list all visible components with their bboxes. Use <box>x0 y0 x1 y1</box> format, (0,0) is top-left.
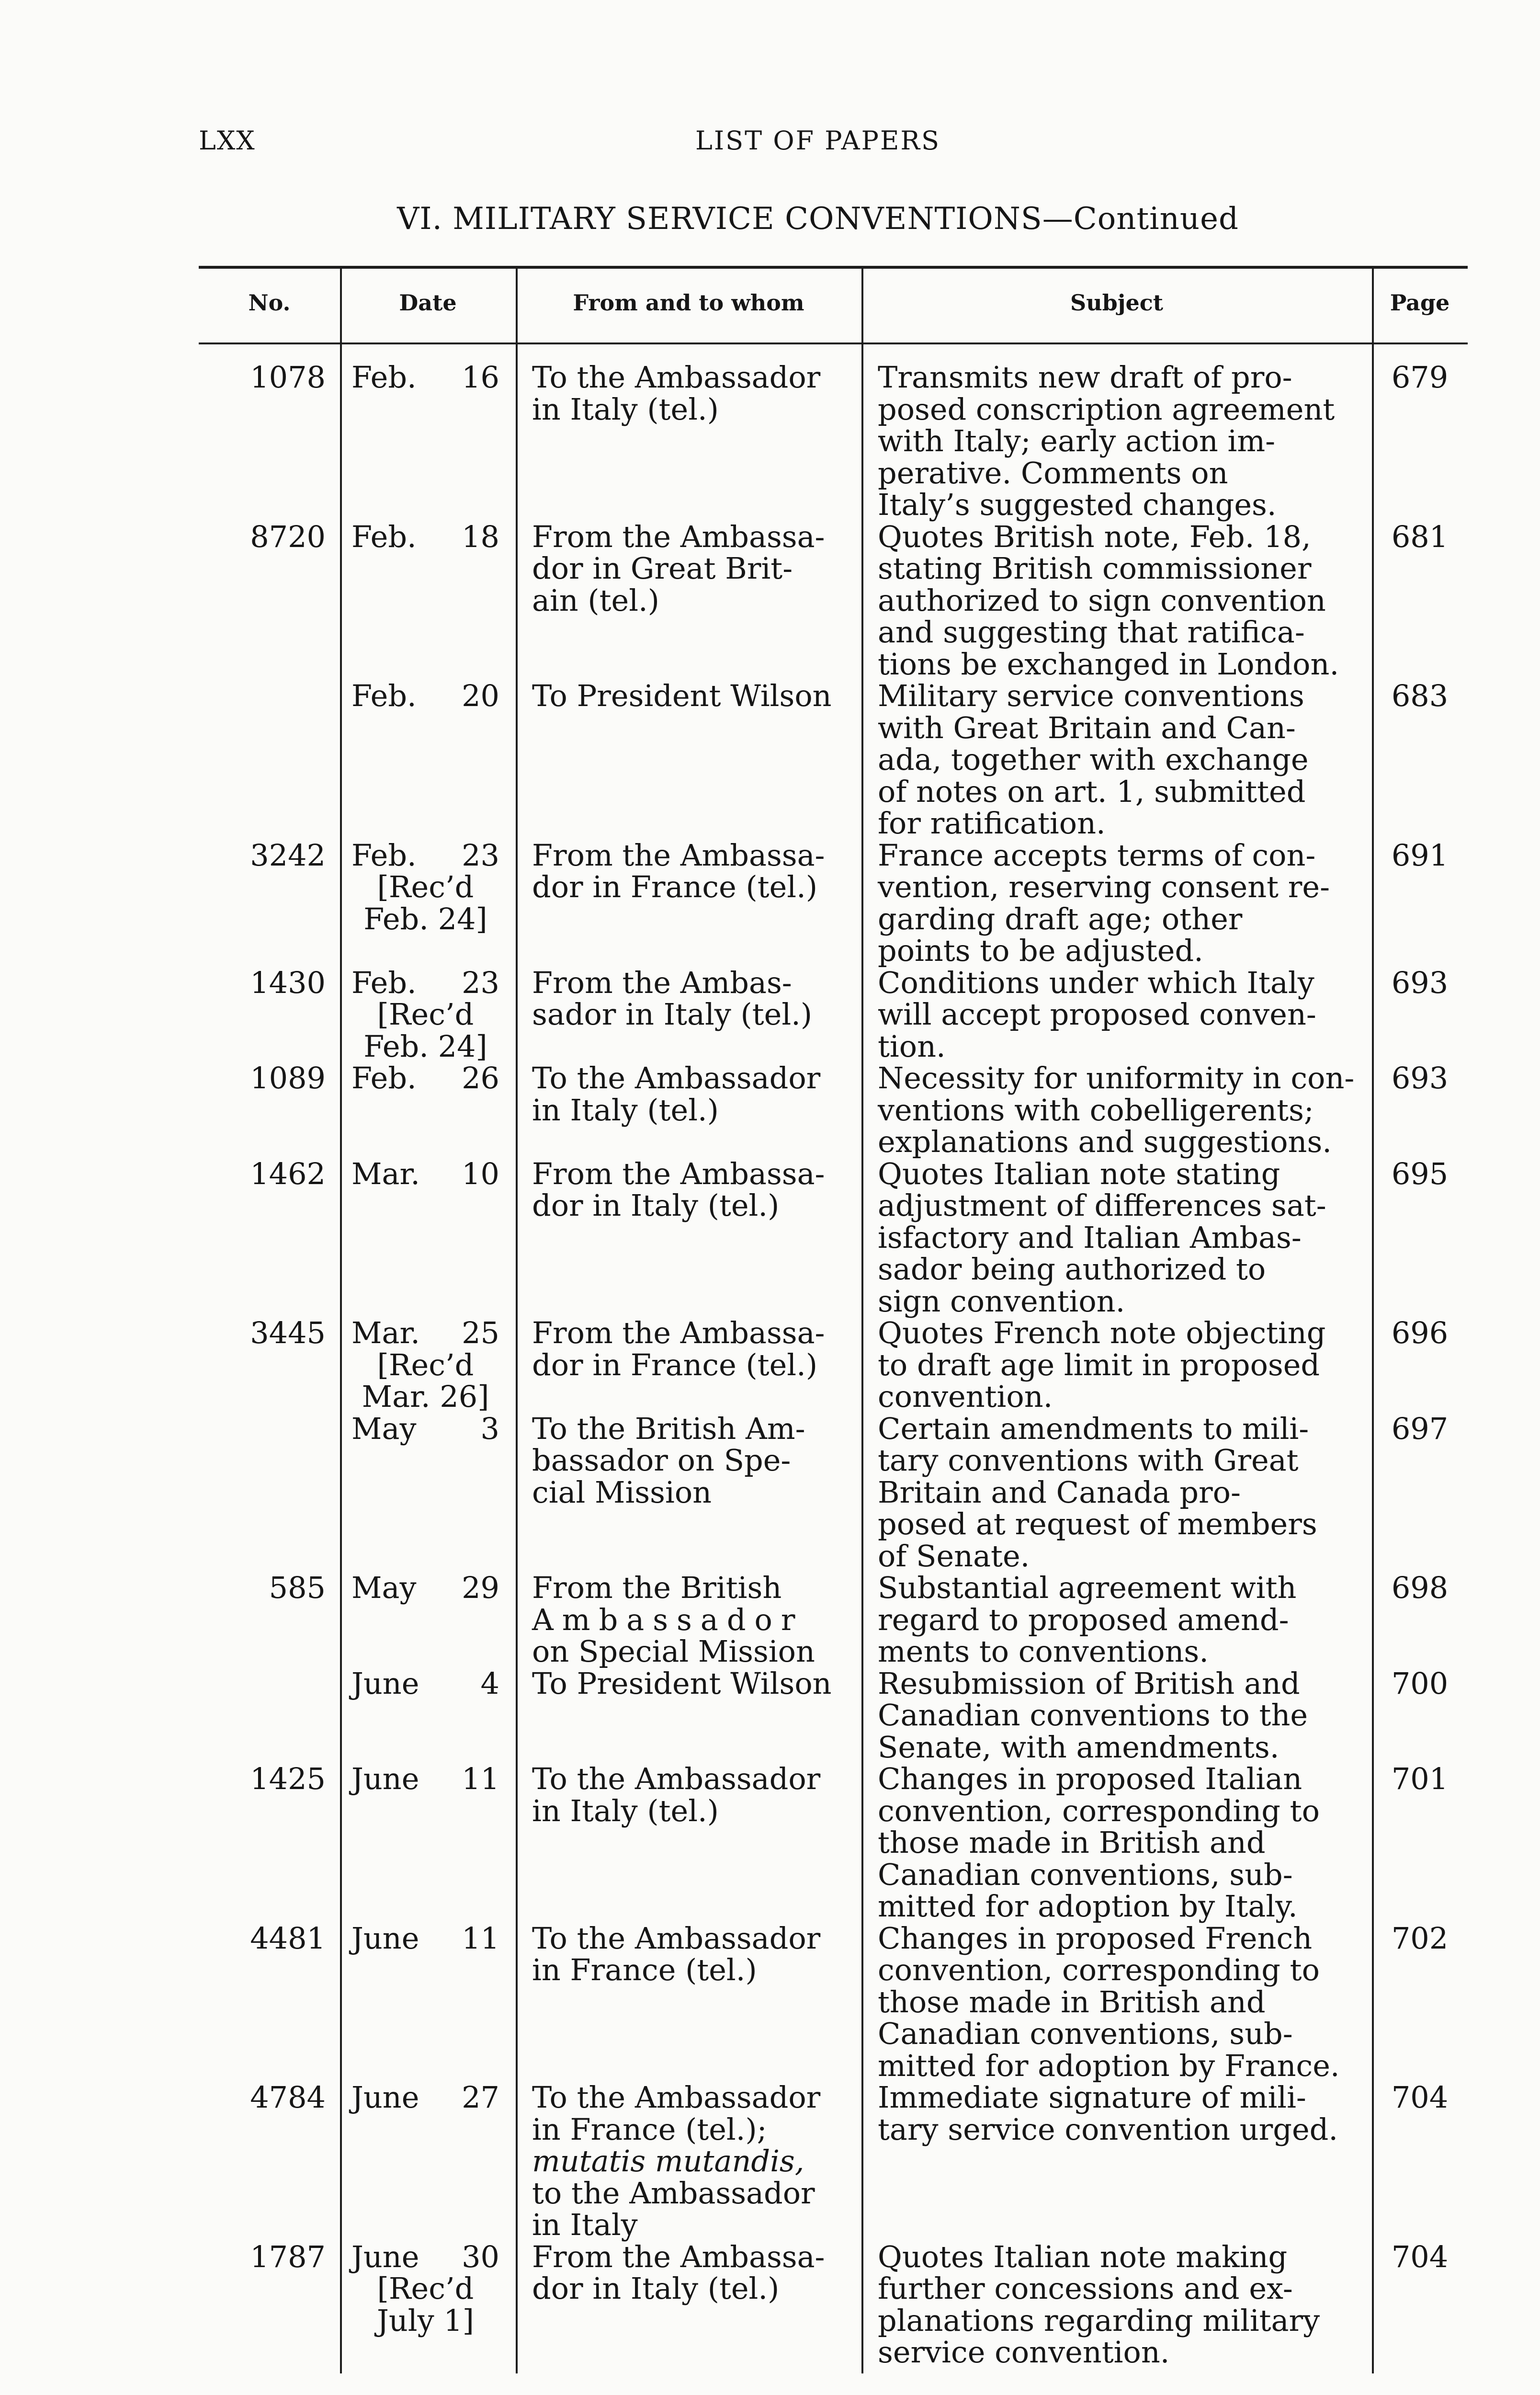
table-row <box>199 967 1468 1063</box>
cell-number: 1089 <box>250 1061 326 1095</box>
date-part: 25 <box>462 1315 499 1350</box>
cell-number: 3445 <box>250 1315 326 1350</box>
running-head <box>199 125 1437 164</box>
date-part: [Rec’d <box>377 869 474 904</box>
cell-number: 3242 <box>250 837 326 873</box>
date-part: 18 <box>462 519 499 554</box>
date-line <box>351 2241 499 2273</box>
subject-line: perative. Comments on <box>878 455 1228 490</box>
subject-line: service convention. <box>878 2335 1170 2370</box>
date-line <box>351 680 499 712</box>
subject-line: tions be exchanged in London. <box>878 646 1339 682</box>
date-line <box>351 1028 499 1064</box>
subject-line: tary conventions with Great <box>878 1443 1299 1478</box>
subject-line: will accept proposed conven- <box>878 997 1316 1032</box>
subject-line: posed at request of members <box>878 1506 1317 1541</box>
table-row <box>199 837 1468 968</box>
cell-subject <box>861 1317 1372 1413</box>
date-part: 10 <box>462 1156 499 1191</box>
table-row <box>199 1062 1468 1158</box>
subject-line: ada, together with exchange <box>878 742 1309 777</box>
cell-number <box>199 1668 340 1764</box>
from-line: in Italy (tel.) <box>532 1793 719 1828</box>
table-row <box>199 1572 1468 1668</box>
column-header-page: Page <box>1390 290 1450 316</box>
cell-page: 697 <box>1391 1411 1449 1446</box>
subject-line: planations regarding military <box>878 2303 1320 2338</box>
table-row <box>199 680 1468 840</box>
from-line: To the Ambassador <box>532 1061 821 1095</box>
cell-from-to <box>516 2082 861 2241</box>
cell-subject <box>861 2082 1372 2241</box>
cell-page: 704 <box>1391 2239 1449 2274</box>
subject-line: garding draft age; other <box>878 901 1243 936</box>
date-part: Mar. <box>351 1156 420 1191</box>
date-part: June <box>351 1761 419 1796</box>
cell-from-to <box>516 1062 861 1158</box>
table-row <box>199 362 1468 521</box>
from-line: dor in Italy (tel.) <box>532 1188 780 1223</box>
subject-line: convention, corresponding to <box>878 1793 1320 1828</box>
subject-line: Military service conventions <box>878 678 1304 713</box>
date-line <box>351 1665 499 1701</box>
from-line: in Italy (tel.) <box>532 391 719 427</box>
cell-page: 693 <box>1391 1061 1449 1095</box>
table-row <box>199 1665 1468 1765</box>
date-part: 11 <box>462 1920 499 1956</box>
from-line: To President Wilson <box>532 678 832 713</box>
table-row <box>199 1920 1468 2083</box>
from-line: cial Mission <box>532 1474 712 1510</box>
cell-date <box>340 1920 516 2082</box>
cell-page: 693 <box>1391 965 1449 1000</box>
cell-subject <box>861 1062 1372 1158</box>
date-line <box>351 837 499 873</box>
subject-line: Changes in proposed Italian <box>878 1761 1302 1796</box>
subject-line: vention, reserving consent re- <box>878 869 1330 904</box>
cell-from-to <box>516 2241 861 2369</box>
from-line: dor in Italy (tel.) <box>532 2271 780 2306</box>
subject-line: points to be adjusted. <box>878 933 1203 968</box>
subject-line: to draft age limit in proposed <box>878 1347 1320 1382</box>
subject-line: Canadian conventions, sub- <box>878 2016 1293 2051</box>
date-line <box>351 1158 499 1190</box>
cell-number: 1430 <box>250 965 326 1000</box>
subject-line: posed conscription agreement <box>878 391 1335 427</box>
table-row <box>199 1763 1468 1923</box>
cell-number: 1787 <box>250 2239 326 2274</box>
table-row <box>199 521 1468 681</box>
cell-date <box>340 521 516 681</box>
date-part: June <box>351 2239 419 2274</box>
cell-subject <box>861 362 1372 521</box>
from-line: dor in Great Brit- <box>532 551 793 586</box>
from-line: sador in Italy (tel.) <box>532 997 813 1032</box>
subject-line: France accepts terms of con- <box>878 837 1316 873</box>
from-line: From the Ambassa- <box>532 837 825 873</box>
date-line <box>351 903 499 935</box>
section-title: VI. MILITARY SERVICE CONVENTIONS—Continued <box>397 201 1239 237</box>
date-line <box>351 1920 499 1956</box>
from-line: bassador on Spe- <box>532 1443 791 1478</box>
date-part: Feb. <box>351 1061 417 1095</box>
from-line: in Italy (tel.) <box>532 1092 719 1128</box>
from-line: in France (tel.); <box>532 2111 767 2147</box>
from-line: in Italy <box>532 2207 638 2242</box>
date-line <box>351 999 499 1031</box>
cell-from-to <box>516 1158 861 1318</box>
date-line <box>351 1062 499 1095</box>
subject-line: tary service convention urged. <box>878 2111 1338 2147</box>
from-line: to the Ambassador <box>532 2175 815 2211</box>
cell-date <box>340 1317 516 1413</box>
from-line: To the Ambassador <box>532 1761 821 1796</box>
cell-date <box>340 837 516 967</box>
subject-line: those made in British and <box>878 1984 1266 2019</box>
date-part: 11 <box>462 1761 499 1796</box>
subject-line: those made in British and <box>878 1825 1266 1860</box>
subject-line: Certain amendments to mili- <box>878 1411 1309 1446</box>
date-part: May <box>351 1570 417 1605</box>
subject-line: Transmits new draft of pro- <box>878 360 1292 395</box>
date-part: Feb. <box>351 965 417 1000</box>
cell-date <box>340 2241 516 2369</box>
subject-line: Canadian conventions, sub- <box>878 1857 1293 1892</box>
column-header-no: No. <box>248 290 291 316</box>
cell-page: 701 <box>1391 1761 1449 1796</box>
subject-line: convention. <box>878 1379 1053 1414</box>
cell-page: 698 <box>1391 1570 1449 1605</box>
from-line: From the British <box>532 1570 782 1605</box>
table-body <box>199 362 1468 2369</box>
subject-line: Changes in proposed French <box>878 1920 1313 1956</box>
table-row <box>199 1158 1468 1318</box>
subject-line: Quotes French note objecting <box>878 1315 1326 1350</box>
column-header-from: From and to whom <box>573 290 804 316</box>
table-row <box>199 1413 1468 1573</box>
cell-subject <box>861 967 1372 1063</box>
date-line <box>351 967 499 999</box>
from-line: mutatis mutandis, <box>532 2144 804 2178</box>
cell-subject <box>861 1665 1372 1765</box>
date-part: 23 <box>462 965 499 1000</box>
cell-subject <box>861 521 1372 681</box>
date-part: 3 <box>480 1411 499 1446</box>
date-part: [Rec’d <box>377 1347 474 1382</box>
cell-date <box>340 1572 516 1668</box>
from-line: To the Ambassador <box>532 2080 821 2115</box>
from-line: To the British Am- <box>532 1411 805 1446</box>
date-part: Feb. 24] <box>363 1028 487 1064</box>
column-header-subject: Subject <box>1070 290 1163 316</box>
from-line: From the Ambassa- <box>532 2239 825 2274</box>
table-header-rule <box>199 342 1468 344</box>
running-title: LIST OF PAPERS <box>695 125 941 156</box>
subject-line: Substantial agreement with <box>878 1570 1297 1605</box>
date-part: Feb. <box>351 519 417 554</box>
from-line: From the Ambassa- <box>532 519 825 554</box>
subject-line: Britain and Canada pro- <box>878 1474 1241 1510</box>
subject-line: convention, corresponding to <box>878 1952 1320 1987</box>
cell-date <box>340 2082 516 2241</box>
subject-line: further concessions and ex- <box>878 2271 1293 2306</box>
cell-number: 585 <box>269 1570 326 1605</box>
cell-page: 691 <box>1391 837 1449 873</box>
cell-date <box>340 1763 516 1923</box>
date-line <box>351 2305 499 2337</box>
subject-line: Quotes British note, Feb. 18, <box>878 519 1311 554</box>
date-line <box>351 521 499 553</box>
date-part: Mar. <box>351 1315 420 1350</box>
cell-date <box>340 680 516 840</box>
date-part: May <box>351 1411 417 1446</box>
cell-from-to <box>516 1572 861 1668</box>
subject-line: Necessity for uniformity in con- <box>878 1061 1355 1095</box>
cell-page: 696 <box>1391 1315 1449 1350</box>
cell-subject <box>861 1920 1372 2083</box>
cell-from-to <box>516 1763 861 1923</box>
papers-table <box>199 266 1468 2373</box>
date-part: Feb. <box>351 837 417 873</box>
date-part: June <box>351 1920 419 1956</box>
subject-line: sador being authorized to <box>878 1252 1266 1287</box>
date-part: Mar. 26] <box>362 1379 489 1414</box>
date-part: 23 <box>462 837 499 873</box>
cell-page: 683 <box>1391 678 1449 713</box>
date-part: 27 <box>462 2080 499 2115</box>
subject-line: sign convention. <box>878 1283 1125 1319</box>
subject-line: Resubmission of British and <box>878 1665 1300 1701</box>
cell-number: 1425 <box>250 1761 326 1796</box>
cell-date <box>340 1665 516 1764</box>
date-part: June <box>351 1665 419 1701</box>
table-top-rule <box>199 266 1468 269</box>
from-line: From the Ambassa- <box>532 1315 825 1350</box>
date-part: 30 <box>462 2239 499 2274</box>
date-line <box>351 1317 499 1349</box>
subject-line: regard to proposed amend- <box>878 1602 1289 1637</box>
from-line: ain (tel.) <box>532 582 659 618</box>
from-line: To the Ambassador <box>532 360 821 395</box>
date-line <box>351 1381 499 1413</box>
table-row <box>199 1317 1468 1413</box>
subject-line: stating British commissioner <box>878 551 1312 586</box>
date-part: July 1] <box>377 2303 474 2338</box>
from-line: From the Ambassa- <box>532 1156 825 1191</box>
cell-from-to <box>516 1920 861 2082</box>
date-part: 20 <box>462 678 499 713</box>
date-line <box>351 362 499 394</box>
subject-line: isfactory and Italian Ambas- <box>878 1220 1302 1255</box>
date-line <box>351 2082 499 2114</box>
subject-line: Quotes Italian note stating <box>878 1156 1280 1191</box>
date-line <box>351 871 499 903</box>
from-line: To President Wilson <box>532 1665 832 1701</box>
subject-line: ventions with cobelligerents; <box>878 1092 1314 1128</box>
cell-subject <box>861 680 1372 840</box>
subject-line: ments to conventions. <box>878 1634 1209 1669</box>
cell-page: 704 <box>1391 2080 1449 2115</box>
cell-number: 1078 <box>250 360 326 395</box>
cell-subject <box>861 1572 1372 1668</box>
page-folio: LXX <box>199 125 256 156</box>
cell-number: 4784 <box>250 2080 326 2115</box>
cell-date <box>340 1413 516 1573</box>
cell-number: 4481 <box>250 1920 326 1956</box>
cell-from-to <box>516 967 861 1063</box>
subject-line: mitted for adoption by Italy. <box>878 1889 1298 1924</box>
cell-from-to <box>516 362 861 521</box>
cell-page: 695 <box>1391 1156 1449 1191</box>
date-part: [Rec’d <box>377 997 474 1032</box>
cell-date <box>340 1158 516 1318</box>
cell-date <box>340 1062 516 1158</box>
date-part: [Rec’d <box>377 2271 474 2306</box>
cell-from-to <box>516 1413 861 1573</box>
cell-date <box>340 967 516 1063</box>
date-part: 29 <box>462 1570 499 1605</box>
subject-line: authorized to sign convention <box>878 582 1326 618</box>
cell-number: 1462 <box>250 1156 326 1191</box>
subject-line: explanations and suggestions. <box>878 1124 1332 1159</box>
subject-line: Canadian conventions to the <box>878 1698 1308 1733</box>
date-part: 26 <box>462 1061 499 1095</box>
from-line: in France (tel.) <box>532 1952 757 1987</box>
cell-number: 8720 <box>250 519 326 554</box>
date-line <box>351 1763 499 1795</box>
subject-line: Senate, with amendments. <box>878 1729 1280 1765</box>
date-part: Feb. <box>351 360 417 395</box>
subject-line: of Senate. <box>878 1538 1030 1574</box>
date-part: 4 <box>480 1665 499 1701</box>
subject-line: with Great Britain and Can- <box>878 710 1296 745</box>
subject-line: for ratification. <box>878 806 1106 841</box>
cell-from-to <box>516 837 861 967</box>
cell-number <box>199 680 340 840</box>
from-line: From the Ambas- <box>532 965 792 1000</box>
table-row <box>199 2241 1468 2369</box>
cell-date <box>340 362 516 521</box>
date-line <box>351 1413 499 1445</box>
cell-subject <box>861 1763 1372 1923</box>
date-part: Feb. <box>351 678 417 713</box>
cell-page: 702 <box>1391 1920 1449 1956</box>
cell-page: 679 <box>1391 360 1449 395</box>
subject-line: mitted for adoption by France. <box>878 2048 1340 2083</box>
column-header-date: Date <box>399 290 457 316</box>
cell-from-to <box>516 680 861 840</box>
subject-line: Italy’s suggested changes. <box>878 487 1277 522</box>
subject-line: with Italy; early action im- <box>878 423 1276 458</box>
subject-line: of notes on art. 1, submitted <box>878 774 1306 809</box>
table-row <box>199 2082 1468 2241</box>
subject-line: Immediate signature of mili- <box>878 2080 1306 2115</box>
subject-line: tion. <box>878 1028 946 1064</box>
cell-page: 700 <box>1391 1665 1449 1701</box>
date-part: June <box>351 2080 419 2115</box>
from-line: on Special Mission <box>532 1634 815 1669</box>
from-line: dor in France (tel.) <box>532 869 818 904</box>
cell-subject <box>861 1413 1372 1573</box>
subject-line: adjustment of differences sat- <box>878 1188 1326 1223</box>
cell-subject <box>861 2241 1372 2369</box>
cell-subject <box>861 837 1372 968</box>
subject-line: Quotes Italian note making <box>878 2239 1288 2274</box>
cell-subject <box>861 1158 1372 1318</box>
from-line: Ambassador <box>532 1602 804 1637</box>
cell-from-to <box>516 1665 861 1764</box>
cell-page: 681 <box>1391 519 1449 554</box>
subject-line: Conditions under which Italy <box>878 965 1314 1000</box>
date-part: 16 <box>462 360 499 395</box>
date-line <box>351 1349 499 1381</box>
from-line: dor in France (tel.) <box>532 1347 818 1382</box>
cell-from-to <box>516 1317 861 1413</box>
from-line: To the Ambassador <box>532 1920 821 1956</box>
date-part: Feb. 24] <box>363 901 487 936</box>
date-line <box>351 2273 499 2305</box>
subject-line: and suggesting that ratifica- <box>878 615 1305 650</box>
date-line <box>351 1572 499 1604</box>
cell-from-to <box>516 521 861 681</box>
cell-number <box>199 1413 340 1573</box>
